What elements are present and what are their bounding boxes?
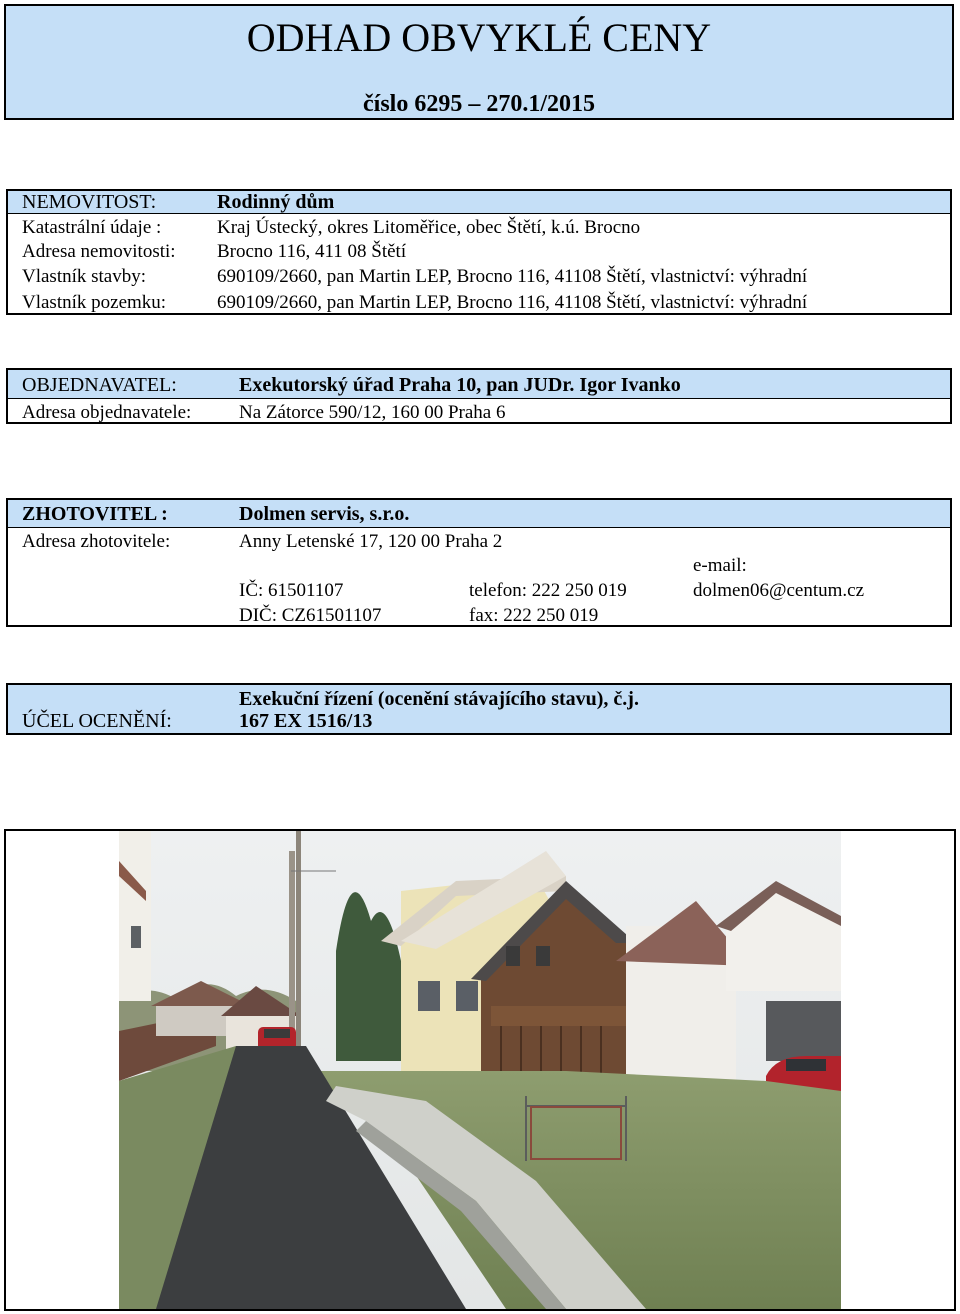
contractor-address-label: Adresa zhotovitele: — [22, 531, 171, 552]
client-address-value: Na Zátorce 590/12, 160 00 Praha 6 — [239, 402, 506, 423]
building-owner-value: 690109/2660, pan Martin LEP, Brocno 116, 41108 Štětí, vlastnictví: výhradní — [217, 266, 808, 287]
contractor-heading-label: ZHOTOVITEL : — [22, 503, 168, 525]
cadastral-label: Katastrální údaje : — [22, 217, 162, 238]
contractor-dic: DIČ: CZ61501107 — [239, 605, 382, 626]
purpose-label: ÚČEL OCENĚNÍ: — [22, 710, 172, 732]
contractor-email-value: dolmen06@centum.cz — [693, 580, 865, 601]
property-address-value: Brocno 116, 411 08 Štětí — [217, 241, 407, 262]
client-name: Exekutorský úřad Praha 10, pan JUDr. Igor Ivanko — [239, 374, 681, 396]
document-number: číslo 6295 – 270.1/2015 — [363, 91, 595, 117]
property-photo — [6, 831, 954, 1309]
purpose-line-1: Exekuční řízení (ocenění stávajícího stavu), č.j. — [239, 688, 639, 710]
property-type: Rodinný dům — [217, 191, 335, 213]
property-photo-frame — [4, 829, 956, 1311]
client-heading-label: OBJEDNAVATEL: — [22, 374, 177, 396]
property-heading-label: NEMOVITOST: — [22, 191, 157, 213]
property-address-label: Adresa nemovitosti: — [22, 241, 176, 262]
contractor-email-label: e-mail: — [693, 555, 747, 576]
property-heading-divider — [8, 213, 950, 214]
client-heading-divider — [8, 398, 950, 399]
contractor-address-value: Anny Letenské 17, 120 00 Praha 2 — [239, 531, 503, 552]
land-owner-value: 690109/2660, pan Martin LEP, Brocno 116, 41108 Štětí, vlastnictví: výhradní — [217, 292, 808, 313]
land-owner-label: Vlastník pozemku: — [22, 292, 167, 313]
contractor-section — [6, 498, 952, 627]
title-box — [4, 4, 954, 120]
property-section — [6, 189, 952, 315]
document-title: ODHAD OBVYKLÉ CENY — [246, 15, 712, 60]
client-section — [6, 368, 952, 424]
contractor-heading-divider — [8, 527, 950, 528]
client-address-label: Adresa objednavatele: — [22, 402, 192, 423]
contractor-ic: IČ: 61501107 — [239, 580, 344, 601]
cadastral-value: Kraj Ústecký, okres Litoměřice, obec Štětí, k.ú. Brocno — [217, 217, 641, 238]
contractor-fax: fax: 222 250 019 — [469, 605, 599, 626]
building-owner-label: Vlastník stavby: — [22, 266, 147, 287]
contractor-phone: telefon: 222 250 019 — [469, 580, 627, 601]
purpose-section — [6, 683, 952, 735]
contractor-name: Dolmen servis, s.r.o. — [239, 503, 410, 525]
purpose-line-2: 167 EX 1516/13 — [239, 710, 373, 732]
